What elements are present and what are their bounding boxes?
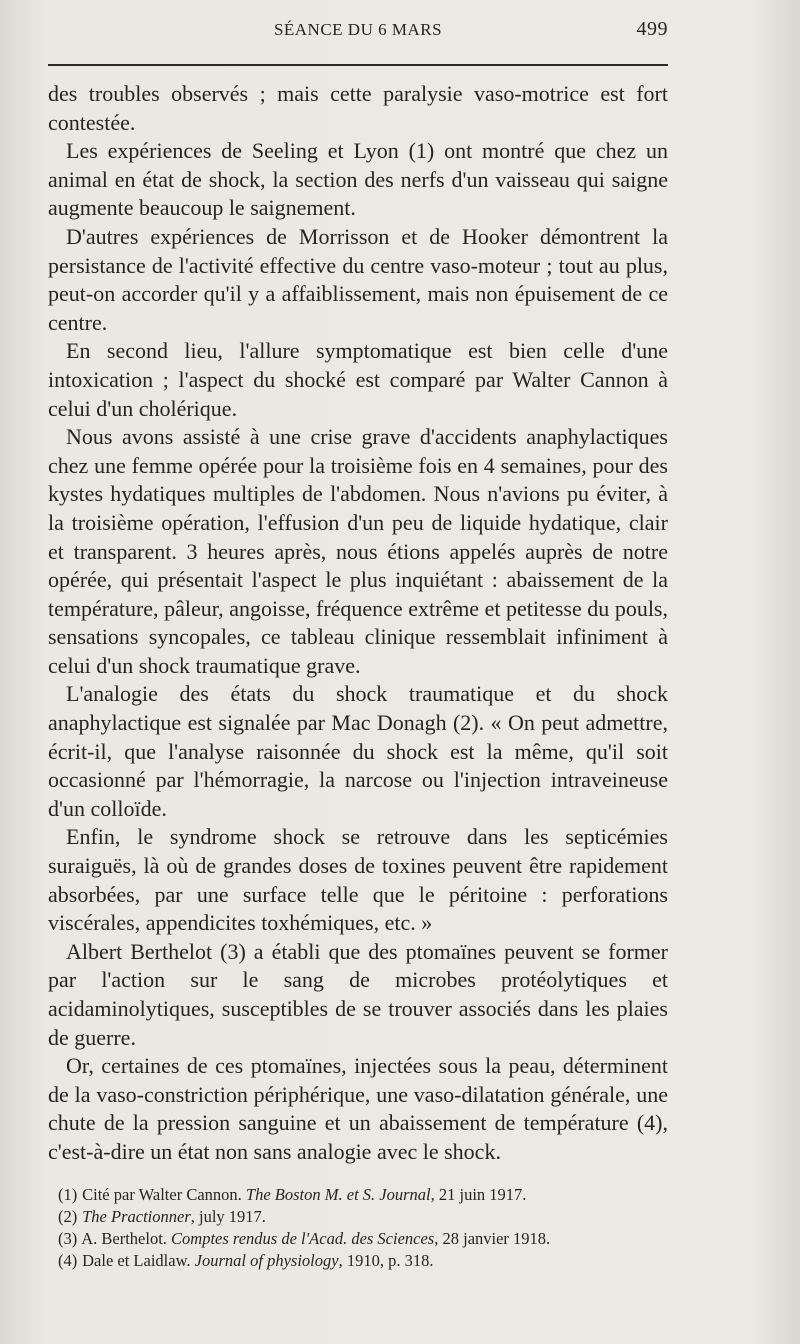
footnote-number: (3) bbox=[58, 1229, 78, 1248]
main-text bbox=[48, 80, 668, 1167]
footnote-title: Comptes rendus de l'Acad. des Sciences bbox=[171, 1229, 435, 1248]
paragraph: Nous avons assisté à une crise grave d'accidents anaphylactiques chez une femme opérée pour la troisième fois en 4 semaines, pour des kystes hydatiques multiples de l'abdomen. Nous n'avions pu éviter, à la troisième opération, l'effusion d'un peu de liquide hydatique, clair et transparent. 3 heures après, nous étions appelés auprès de notre opérée, qui présentait l'aspect le plus inquiétant : abaissement de la température, pâleur, angoisse, fréquence extrême et petitesse du pouls, sensations syncopales, ce tableau clinique ressemblait infiniment à celui d'un shock traumatique grave. bbox=[48, 424, 668, 678]
footnote bbox=[58, 1250, 678, 1272]
footnote-text: , 1910, p. 318. bbox=[338, 1251, 434, 1270]
paragraph: Or, certaines de ces ptomaïnes, injectées sous la peau, déterminent de la vaso-constriction périphérique, une vaso-dilatation générale, une chute de la pression sanguine et un abaissement de température (4), c'est-à-dire un état non sans analogie avec le shock. bbox=[48, 1053, 668, 1164]
footnote-number: (1) bbox=[58, 1185, 78, 1204]
footnote-text: , 21 juin 1917. bbox=[430, 1185, 527, 1204]
footnote-text: , july 1917. bbox=[190, 1207, 266, 1226]
footnote-number: (4) bbox=[58, 1251, 78, 1270]
paragraph: des troubles observés ; mais cette paralysie vaso-motrice est fort contestée. bbox=[48, 81, 668, 135]
footnote bbox=[58, 1206, 678, 1228]
footnotes bbox=[58, 1184, 678, 1272]
paragraph: En second lieu, l'allure symptomatique est bien celle d'une intoxication ; l'aspect du shocké est comparé par Walter Cannon à celui d'un cholérique. bbox=[48, 338, 668, 421]
paragraph: Enfin, le syndrome shock se retrouve dans les septicémies suraiguës, là où de grandes doses de toxines peuvent être rapidement absorbées, par une surface telle que le péritoine : perforations viscérales, appendicites toxhémiques, etc. » bbox=[48, 824, 668, 936]
footnote bbox=[58, 1228, 678, 1250]
paragraph: Albert Berthelot (3) a établi que des ptomaïnes peuvent se former par l'action sur le sang de microbes protéolytiques et acidaminolytiques, susceptibles de se trouver associés dans les plaies de guerre. bbox=[48, 938, 668, 1050]
running-header bbox=[48, 20, 668, 44]
footnote bbox=[58, 1184, 678, 1206]
footnote-text: , 28 janvier 1918. bbox=[434, 1229, 551, 1248]
footnote-number: (2) bbox=[58, 1207, 78, 1226]
paragraph: L'analogie des états du shock traumatique et du shock anaphylactique est signalée par Mac Donagh (2). « On peut admettre, écrit-il, que l'analyse raisonnée du shock est la même, qu'il soit occasionné par l'hémorragie, la narcose ou l'injection intraveineuse d'un colloïde. bbox=[48, 681, 668, 821]
footnote-title: Journal of physiology bbox=[194, 1251, 339, 1270]
header-title: SÉANCE DU 6 MARS bbox=[273, 20, 443, 39]
footnote-title: The Boston M. et S. Journal bbox=[245, 1185, 431, 1204]
footnote-text: A. Berthelot. bbox=[81, 1229, 172, 1248]
header-rule bbox=[48, 64, 668, 66]
footnote-text: Dale et Laidlaw. bbox=[82, 1251, 195, 1270]
paragraph: D'autres expériences de Morrisson et de Hooker démontrent la persistance de l'activité effective du centre vaso-moteur ; tout au plus, peut-on accorder qu'il y a affaiblissement, mais non épuisement de ce centre. bbox=[48, 223, 668, 335]
paragraph: Les expériences de Seeling et Lyon (1) ont montré que chez un animal en état de shock, la section des nerfs d'un vaisseau qui saigne augmente beaucoup le saignement. bbox=[48, 138, 668, 221]
footnote-text: Cité par Walter Cannon. bbox=[82, 1185, 246, 1204]
footnote-title: The Practionner bbox=[82, 1207, 191, 1226]
page-number: 499 bbox=[636, 18, 668, 40]
